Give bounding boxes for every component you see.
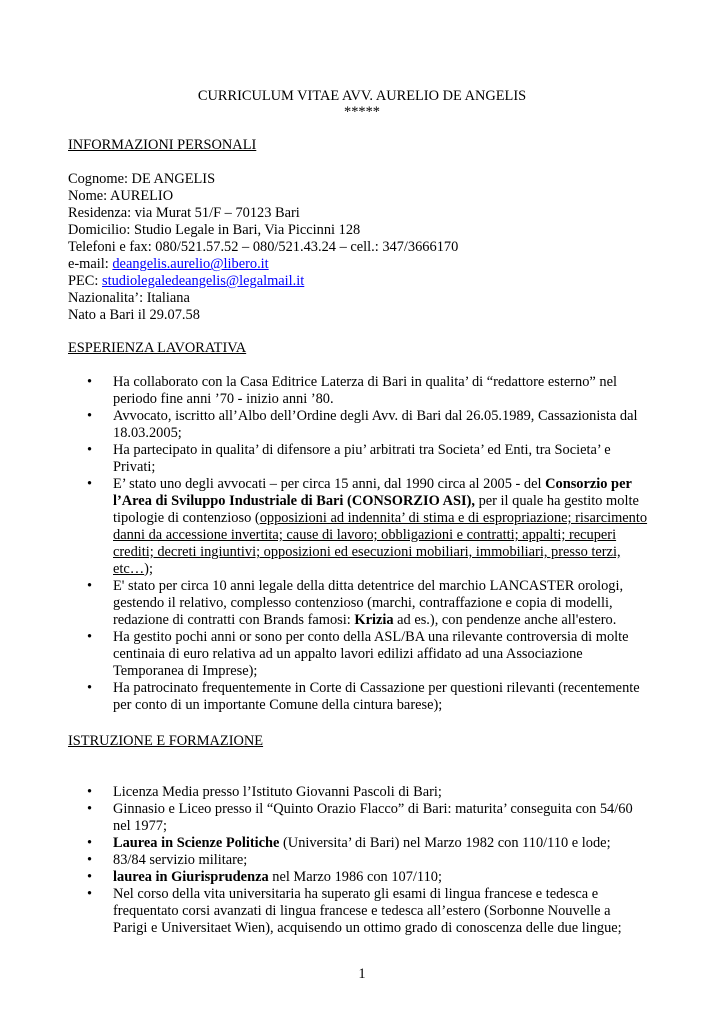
education-text: Nel corso della vita universitaria ha superato gli esami di lingua francese e tedesca e frequentato corsi avanzati di lingua francese e tedesca all’estero (Sorbonne Nouvelle a Parigi e Universitaet Wien), acquisendo un ottimo grado di conoscenza delle due lingue; (113, 886, 622, 936)
bullet-icon: • (87, 578, 93, 594)
pec-label: PEC: (68, 273, 102, 289)
birth-line: Nato a Bari il 29.07.58 (68, 307, 200, 323)
experience-text: Ha gestito pochi anni or sono per conto della ASL/BA una rilevante controversia di molte centinaia di euro relativa ad un appalto lavori edilizi affidato ad una Associazione Temporanea di Imprese); (113, 629, 629, 679)
experience-text: E’ stato uno degli avvocati – per circa 15 anni, dal 1990 circa al 2005 - del (113, 476, 546, 492)
bullet-icon: • (87, 886, 93, 902)
education-item (0, 835, 648, 852)
experience-item (0, 476, 648, 578)
education-item (0, 784, 648, 801)
email-label: e-mail: (68, 256, 113, 272)
experience-underlined-text: opposizioni ad indennita’ di stima e di espropriazione; risarcimento danni da accessione invertita; cause di lavoro; obbligazioni e contratti; appalti; recuperi crediti; decreti ingiuntivi; opposizioni ed esecuzioni mobiliari, immobiliari, presso terzi, etc… (113, 510, 648, 577)
education-text: nel Marzo 1986 con 107/110; (268, 869, 442, 885)
experience-list (0, 374, 648, 714)
experience-text: ad es.), con pendenze anche all'estero. (393, 612, 617, 628)
pec-line (68, 273, 458, 290)
title-separator: ***** (344, 104, 380, 120)
experience-item (0, 578, 648, 629)
experience-item (0, 680, 648, 714)
education-text: Ginnasio e Liceo presso il “Quinto Orazio Flacco” di Bari: maturita’ conseguita con 54/60 nel 1977; (113, 801, 633, 834)
page-number: 1 (358, 966, 366, 982)
experience-heading: ESPERIENZA LAVORATIVA (68, 340, 247, 356)
education-text: 83/84 servizio militare; (113, 852, 248, 868)
email-link[interactable]: deangelis.aurelio@libero.it (112, 256, 269, 272)
personal-info-block (68, 171, 458, 324)
name-line: Nome: AURELIO (68, 188, 174, 204)
experience-text: Ha patrocinato frequentemente in Corte di Cassazione per questioni rilevanti (recentemente per conto di un importante Comune della cintura barese); (113, 680, 640, 713)
education-text: Licenza Media presso l’Istituto Giovanni Pascoli di Bari; (113, 784, 442, 800)
education-bold-text: laurea in Giurisprudenza (113, 869, 269, 885)
bullet-icon: • (87, 835, 93, 851)
education-item (0, 852, 648, 869)
pec-link[interactable]: studiolegaledeangelis@legalmail.it (102, 273, 305, 289)
experience-text: Ha partecipato in qualita’ di difensore a piu’ arbitrati tra Societa’ ed Enti, tra Societa’ e Privati; (113, 442, 611, 475)
experience-item (0, 374, 648, 408)
experience-text: ); (144, 561, 153, 577)
experience-bold-text: Krizia (354, 612, 394, 628)
bullet-icon: • (87, 442, 93, 458)
experience-bold-text: Consorzio per l’Area di Sviluppo Industriale di Bari (CONSORZIO ASI), (113, 476, 632, 509)
phone-line: Telefoni e fax: 080/521.57.52 – 080/521.43.24 – cell.: 347/3666170 (68, 239, 459, 255)
email-line (68, 256, 458, 273)
domicile-line: Domicilio: Studio Legale in Bari, Via Piccinni 128 (68, 222, 361, 238)
surname-line: Cognome: DE ANGELIS (68, 171, 216, 187)
document-title: CURRICULUM VITAE AVV. AURELIO DE ANGELIS (197, 88, 527, 104)
bullet-icon: • (87, 784, 93, 800)
experience-text: E' stato per circa 10 anni legale della ditta detentrice del marchio LANCASTER orologi, gestendo il relativo, complesso contenzioso (marchi, contraffazione e copia di modelli, redazione di contratti con Brands famosi: (113, 578, 624, 628)
experience-item (0, 408, 648, 442)
bullet-icon: • (87, 852, 93, 868)
education-list (0, 784, 648, 937)
experience-text: Ha collaborato con la Casa Editrice Laterza di Bari in qualita’ di “redattore esterno” nel periodo fine anni ’70 - inizio anni ’80. (113, 374, 617, 407)
bullet-icon: • (87, 869, 93, 885)
experience-text: Avvocato, iscritto all’Albo dell’Ordine degli Avv. di Bari dal 26.05.1989, Cassazionista dal 18.03.2005; (113, 408, 638, 441)
experience-item (0, 442, 648, 476)
experience-item (0, 629, 648, 680)
experience-text: per il quale ha gestito molte tipologie di contenzioso ( (113, 493, 639, 526)
bullet-icon: • (87, 801, 93, 817)
bullet-icon: • (87, 680, 93, 696)
education-text: (Universita’ di Bari) nel Marzo 1982 con 110/110 e lode; (279, 835, 611, 851)
nationality-line: Nazionalita’: Italiana (68, 290, 190, 306)
personal-info-heading: INFORMAZIONI PERSONALI (68, 137, 257, 153)
education-bold-text: Laurea in Scienze Politiche (113, 835, 280, 851)
education-item (0, 886, 648, 937)
residence-line: Residenza: via Murat 51/F – 70123 Bari (68, 205, 300, 221)
bullet-icon: • (87, 408, 93, 424)
education-item (0, 869, 648, 886)
bullet-icon: • (87, 476, 93, 492)
education-heading: ISTRUZIONE E FORMAZIONE (68, 733, 264, 749)
bullet-icon: • (87, 629, 93, 645)
bullet-icon: • (87, 374, 93, 390)
education-item (0, 801, 648, 835)
